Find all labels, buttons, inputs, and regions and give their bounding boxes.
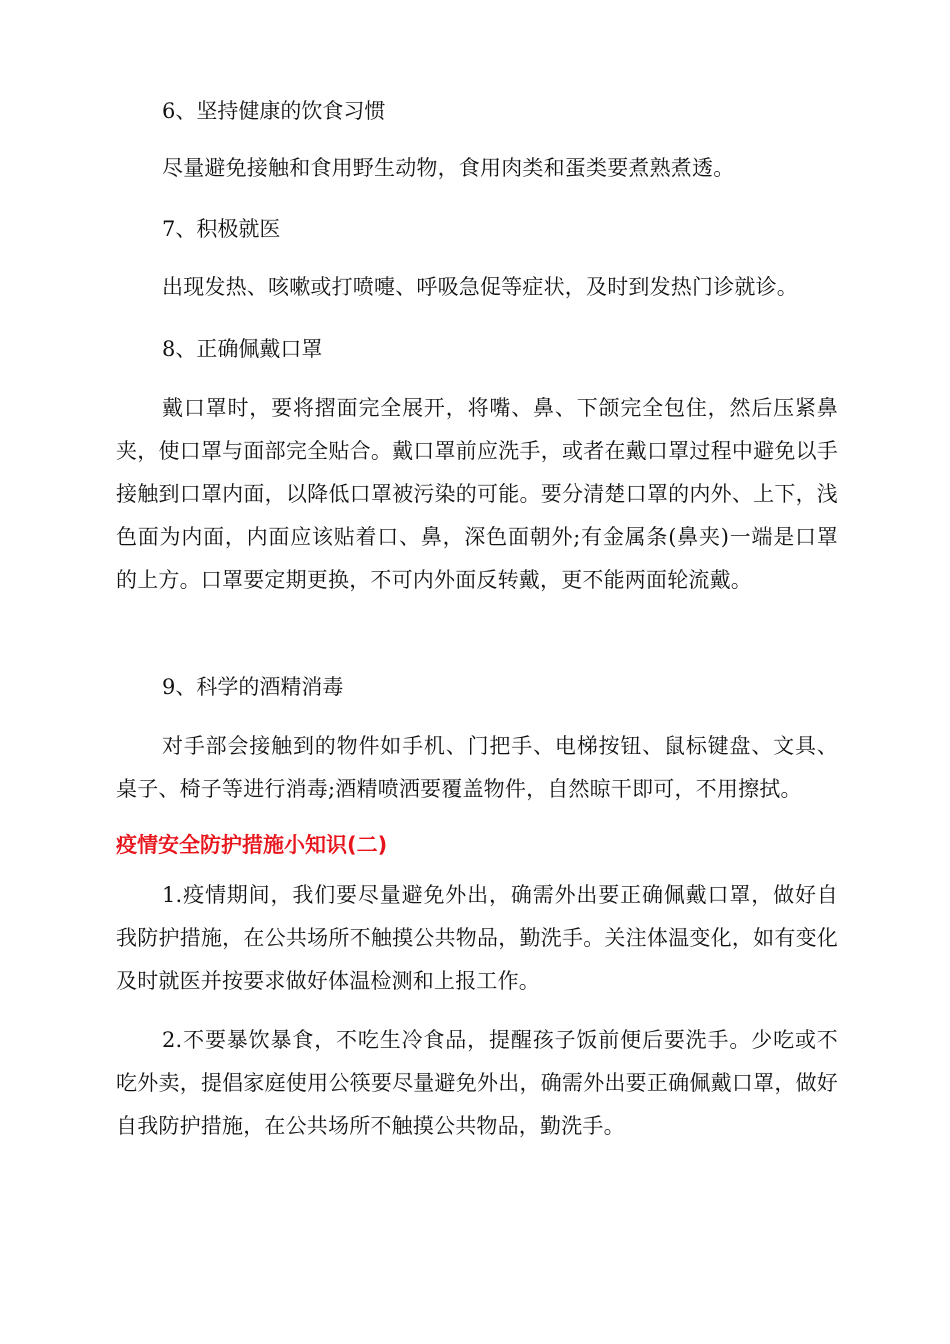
item-body-alcohol-disinfection: 对手部会接触到的物件如手机、门把手、电梯按钮、鼠标键盘、文具、桌子、椅子等进行消毒;酒精喷洒要覆盖物件，自然晾干即可，不用擦拭。 (116, 734, 838, 801)
item-heading-seek-medical: 7、积极就医 (162, 217, 281, 241)
item-heading-alcohol-disinfection: 9、科学的酒精消毒 (162, 675, 344, 699)
item-body-seek-medical: 出现发热、咳嗽或打喷嚏、呼吸急促等症状，及时到发热门诊就诊。 (162, 275, 798, 299)
section-paragraph-1: 1.疫情期间，我们要尽量避免外出，确需外出要正确佩戴口罩，做好自我防护措施，在公共场所不触摸公共物品，勤洗手。关注体温变化，如有变化及时就医并按要求做好体温检测和上报工作。 (116, 883, 838, 993)
item-heading-diet: 6、坚持健康的饮食习惯 (162, 99, 386, 123)
section-paragraph-2: 2.不要暴饮暴食，不吃生冷食品，提醒孩子饭前便后要洗手。少吃或不吃外卖，提倡家庭使用公筷要尽量避免外出，确需外出要正确佩戴口罩，做好自我防护措施，在公共场所不触摸公共物品，勤洗手。 (116, 1028, 838, 1138)
item-body-diet: 尽量避免接触和食用野生动物，食用肉类和蛋类要煮熟煮透。 (162, 156, 735, 180)
item-heading-wear-mask: 8、正确佩戴口罩 (162, 337, 323, 361)
section-title: 疫情安全防护措施小知识(二) (116, 833, 388, 857)
item-body-wear-mask: 戴口罩时，要将摺面完全展开，将嘴、鼻、下颌完全包住，然后压紧鼻夹，使口罩与面部完全贴合。戴口罩前应洗手，或者在戴口罩过程中避免以手接触到口罩内面，以降低口罩被污染的可能。要分清楚口罩的内外、上下，浅色面为内面，内面应该贴着口、鼻，深色面朝外;有金属条(鼻夹)一端是口罩的上方。口罩要定期更换，不可内外面反转戴，更不能两面轮流戴。 (116, 396, 838, 592)
